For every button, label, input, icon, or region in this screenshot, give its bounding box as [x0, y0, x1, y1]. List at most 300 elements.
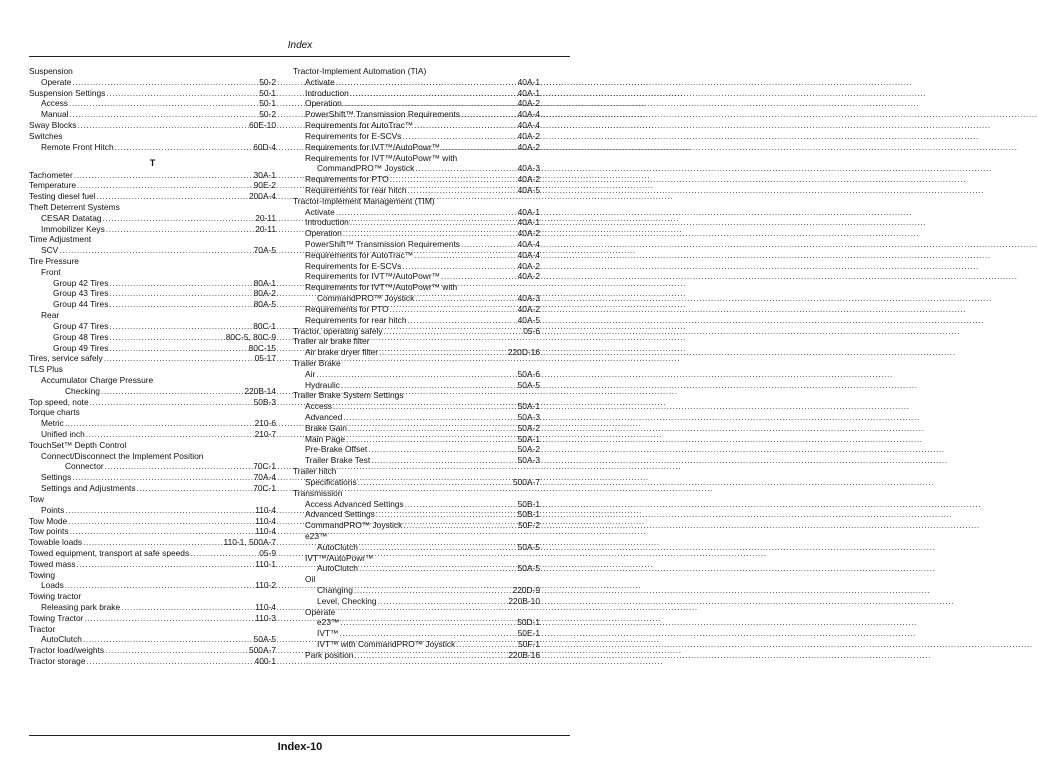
index-entry-label: Brake Gain	[305, 422, 347, 433]
index-entry-page: 200A-4	[248, 191, 276, 202]
index-entry	[293, 326, 540, 337]
index-entry	[29, 224, 276, 235]
index-entry-page: 50A-6	[517, 368, 540, 379]
index-entry-page: 90E-2	[253, 180, 276, 191]
index-entry	[29, 634, 276, 645]
index-heading: e23™	[305, 530, 328, 541]
index-entry-page: 40A-1	[517, 87, 540, 98]
index-entry	[29, 180, 276, 191]
index-entry-label: Access Advanced Settings	[305, 498, 404, 509]
index-entry-page: 40A-5	[517, 184, 540, 195]
index-entry-label: Towed mass	[29, 558, 76, 569]
index-entry-page: 40A-1	[517, 206, 540, 217]
dot-leader	[72, 472, 252, 483]
index-entry-label: Air	[305, 368, 316, 379]
index-entry-page: 50E-1	[517, 628, 540, 639]
dot-leader	[65, 505, 254, 516]
index-entry	[29, 278, 276, 289]
index-entry-label: Metric	[41, 418, 64, 429]
index-entry-label: AutoClutch	[317, 563, 358, 574]
index-heading: Requirements for IVT™/AutoPowr™ with	[305, 152, 458, 163]
dot-leader	[407, 185, 516, 196]
dot-leader	[384, 326, 523, 337]
index-entry-page: 40A-2	[517, 141, 540, 152]
index-heading: Connect/Disconnect the Implement Position	[41, 450, 204, 461]
index-entry	[293, 423, 540, 434]
index-column-right	[293, 66, 540, 661]
dot-leader	[350, 88, 517, 99]
dot-leader	[90, 397, 253, 408]
index-entry-page: 40A-1	[517, 76, 540, 87]
index-entry	[293, 650, 540, 661]
dot-leader	[405, 499, 517, 510]
index-entry-label: e23™	[317, 617, 340, 628]
index-entry-label: Group 43 Tires	[53, 288, 109, 299]
dot-leader	[336, 77, 517, 88]
index-entry	[29, 418, 276, 429]
index-heading: Torque charts	[29, 407, 80, 418]
index-entry-page: 50F-2	[518, 520, 540, 531]
dot-leader	[390, 304, 517, 315]
index-entry-label: Tractor storage	[29, 656, 86, 667]
dot-leader	[105, 645, 248, 656]
index-entry	[29, 559, 276, 570]
index-entry-page: 40A-4	[517, 120, 540, 131]
dot-leader	[341, 380, 517, 391]
index-entry-label: Group 49 Tires	[53, 342, 109, 353]
index-entry	[293, 109, 540, 120]
index-entry	[293, 131, 540, 142]
index-entry-label: Requirements for rear hitch	[305, 184, 407, 195]
dot-leader	[74, 170, 253, 181]
index-entry-label: Tires, service safely	[29, 353, 103, 364]
index-entry	[293, 401, 540, 412]
dot-leader	[403, 520, 517, 531]
dot-leader	[106, 224, 254, 235]
index-entry-label: Testing diesel fuel	[29, 191, 96, 202]
index-entry-label: Sway Blocks	[29, 120, 77, 131]
index-entry-label: Advanced Settings	[305, 509, 375, 520]
dot-leader	[402, 261, 516, 272]
index-entry-page: 80C-1	[253, 320, 276, 331]
index-entry-page: 50-2	[259, 76, 276, 87]
index-heading: Transmission	[293, 487, 343, 498]
index-entry	[29, 613, 276, 624]
index-heading: Towing tractor	[29, 591, 82, 602]
index-entry-label: Requirements for E-SCVs	[305, 260, 402, 271]
index-entry-page: 40A-1	[517, 217, 540, 228]
index-entry-label: CommandPRO™ Joystick	[317, 293, 415, 304]
index-entry-page: 05-9	[259, 547, 276, 558]
index-entry	[293, 174, 540, 185]
dot-leader	[109, 343, 247, 354]
index-entry-page: 05-6	[523, 325, 540, 336]
index-entry-page: 50A-5	[517, 379, 540, 390]
footer-rule	[29, 735, 570, 736]
dot-leader	[103, 213, 255, 224]
dot-leader	[68, 516, 254, 527]
index-entry-page: 60D-4	[253, 141, 276, 152]
index-entry	[293, 499, 540, 510]
index-entry-page: 60E-10	[248, 120, 276, 131]
index-entry-label: AutoClutch	[317, 541, 358, 552]
index-heading: Tractor-Implement Automation (TIA)	[293, 66, 427, 76]
index-entry-label: CESAR Datatag	[41, 212, 102, 223]
index-entry	[293, 434, 540, 445]
index-entry-label: Manual	[41, 109, 69, 120]
index-entry-page: 40A-2	[517, 228, 540, 239]
index-entry	[29, 602, 276, 613]
index-entry-label: Checking	[65, 385, 100, 396]
index-section-letter: T	[149, 157, 156, 168]
dot-leader	[190, 548, 258, 559]
dot-leader	[83, 634, 253, 645]
index-entry-page: 50F-1	[518, 639, 540, 650]
index-heading: Tractor-Implement Management (TIM)	[293, 195, 435, 206]
index-entry-label: Pre-Brake Offset	[305, 444, 368, 455]
index-entry-label: Unified inch	[41, 429, 85, 439]
dot-leader	[86, 656, 253, 667]
dot-leader	[83, 537, 222, 548]
index-entry-page: 40A-3	[517, 293, 540, 304]
index-entry-page: 70C-1	[253, 483, 276, 494]
index-entry-page: 40A-5	[517, 314, 540, 325]
index-entry	[293, 520, 540, 531]
dot-leader	[59, 245, 252, 256]
index-entry-label: Tractor, operating safely	[293, 325, 383, 336]
index-entry	[29, 109, 276, 120]
index-entry	[293, 293, 540, 304]
index-entry-label: Tow points	[29, 526, 69, 537]
index-heading: TLS Plus	[29, 364, 63, 375]
index-entry	[293, 412, 540, 423]
index-entry	[29, 288, 276, 299]
dot-leader	[101, 386, 243, 397]
index-entry-label: PowerShift™ Transmission Requirements	[305, 239, 460, 249]
index-entry-page: 110-1	[255, 558, 276, 569]
index-entry	[29, 353, 276, 364]
dot-leader	[348, 423, 517, 434]
dot-leader	[390, 174, 517, 185]
dot-leader	[69, 109, 258, 120]
index-entry-label: Activate	[305, 76, 335, 87]
dot-leader	[77, 120, 248, 131]
header-rule	[29, 56, 570, 57]
index-entry-page: 40A-4	[517, 249, 540, 260]
index-heading: Trailer air brake filter	[293, 336, 370, 347]
index-entry-label: Main Page	[305, 433, 346, 444]
index-entry-page: 220B-14	[244, 385, 276, 396]
index-entry-label: Connector	[65, 461, 104, 472]
index-heading: Accumulator Charge Pressure	[41, 374, 154, 385]
dot-leader	[358, 477, 512, 488]
index-heading: Requirements for IVT™/AutoPowr™ with	[305, 282, 458, 293]
index-entry-page: 50A-1	[517, 401, 540, 412]
dot-leader	[109, 332, 224, 343]
index-entry-label: Suspension Settings	[29, 87, 106, 98]
index-heading: Tire Pressure	[29, 256, 79, 266]
index-entry	[29, 386, 276, 397]
index-heading: Operate	[305, 606, 336, 617]
index-entry	[293, 185, 540, 196]
dot-leader	[72, 77, 258, 88]
index-entry-label: Specifications	[305, 476, 357, 487]
index-entry	[29, 429, 276, 440]
index-entry-label: Introduction	[305, 217, 349, 228]
index-entry-page: 05-17	[254, 353, 276, 364]
dot-leader	[461, 109, 517, 120]
index-entry-label: Operate	[41, 76, 72, 87]
index-entry	[29, 245, 276, 256]
index-entry-page: 50B-1	[517, 509, 540, 520]
index-entry	[29, 332, 276, 343]
dot-leader	[414, 120, 516, 131]
index-entry-label: Operation	[305, 98, 342, 109]
index-entry-label: Requirements for rear hitch	[305, 314, 407, 325]
index-entry-label: Points	[41, 504, 65, 515]
index-entry-label: Requirements for AutoTrac™	[305, 120, 414, 131]
page-header-title: Index	[287, 40, 313, 51]
index-entry	[29, 88, 276, 99]
index-entry	[29, 516, 276, 527]
index-entry	[293, 617, 540, 628]
index-entry	[293, 217, 540, 228]
index-entry-page: 80A-5	[253, 299, 276, 310]
dot-leader	[336, 207, 517, 218]
dot-leader	[121, 602, 254, 613]
index-entry	[29, 397, 276, 408]
dot-leader	[105, 461, 253, 472]
index-entry-label: PowerShift™ Transmission Requirements	[305, 109, 460, 120]
index-entry	[293, 271, 540, 282]
index-entry-page: 80A-2	[253, 288, 276, 299]
index-entry	[293, 639, 540, 650]
dot-leader	[402, 131, 516, 142]
dot-leader	[456, 639, 517, 650]
index-entry-page: 500A-7	[248, 645, 276, 656]
index-entry-page: 210-6	[254, 418, 276, 429]
dot-leader	[346, 434, 517, 445]
index-entry-page: 50B-1	[517, 498, 540, 509]
index-entry-page: 110-1, 500A-7	[223, 537, 276, 548]
index-entry-page: 50D-1	[517, 617, 540, 628]
dot-leader	[343, 412, 516, 423]
index-entry-label: IVT™	[317, 628, 339, 639]
index-entry-label: Towing Tractor	[29, 612, 84, 623]
index-heading: Rear	[41, 310, 60, 321]
index-entry	[29, 170, 276, 181]
index-entry-page: 40A-2	[517, 130, 540, 141]
dot-leader	[354, 585, 512, 596]
index-entry-label: Towable loads	[29, 537, 83, 548]
index-entry	[293, 477, 540, 488]
index-entry-page: 110-4	[255, 515, 276, 526]
index-entry	[29, 343, 276, 354]
index-entry-label: CommandPRO™ Joystick	[317, 163, 415, 174]
index-entry-label: Trailer Brake Test	[305, 455, 371, 466]
index-entry-label: Immobilizer Keys	[41, 223, 105, 234]
index-entry	[293, 628, 540, 639]
index-entry	[29, 120, 276, 131]
index-entry	[29, 526, 276, 537]
index-entry-label: Introduction	[305, 87, 349, 98]
index-entry	[29, 505, 276, 516]
index-entry-page: 110-4	[255, 504, 276, 515]
index-entry	[293, 142, 540, 153]
index-entry	[29, 321, 276, 332]
index-entry	[29, 142, 276, 153]
index-entry	[29, 77, 276, 88]
index-entry-label: Access	[41, 98, 68, 109]
index-entry-label: Park position	[305, 649, 354, 660]
dot-leader	[371, 455, 516, 466]
index-entry-page: 70A-5	[253, 245, 276, 256]
index-entry-label: Changing	[317, 585, 353, 595]
index-entry	[29, 656, 276, 667]
index-entry	[293, 444, 540, 455]
index-entry-label: Air brake dryer filter	[305, 347, 379, 358]
index-heading: IVT™/AutoPowr™	[305, 552, 374, 563]
dot-leader	[69, 98, 258, 109]
index-entry	[293, 509, 540, 520]
index-entry	[293, 228, 540, 239]
index-entry	[29, 472, 276, 483]
dot-leader	[65, 418, 254, 429]
index-entry	[29, 299, 276, 310]
index-entry-page: 20-11	[255, 223, 276, 234]
index-entry-page: 110-2	[255, 580, 276, 591]
index-entry-label: AutoClutch	[41, 634, 82, 645]
dot-leader	[441, 271, 517, 282]
index-heading: Towing	[29, 569, 56, 580]
index-entry-page: 220D-16	[507, 347, 540, 358]
index-entry-label: Operation	[305, 228, 342, 239]
index-heading: Suspension	[29, 66, 73, 76]
index-entry-page: 40A-2	[517, 303, 540, 314]
index-entry	[29, 483, 276, 494]
index-entry	[29, 191, 276, 202]
index-entry	[293, 250, 540, 261]
index-entry	[293, 98, 540, 109]
dot-leader	[77, 559, 255, 570]
dot-leader	[343, 98, 517, 109]
index-entry-page: 80C-15	[248, 342, 276, 353]
index-entry-label: Requirements for PTO	[305, 303, 389, 314]
index-entry-page: 110-4	[255, 526, 276, 537]
index-entry-page: 50A-2	[517, 444, 540, 455]
index-entry-page: 220D-9	[512, 585, 540, 595]
index-entry	[293, 563, 540, 574]
index-entry	[293, 455, 540, 466]
index-entry-label: Level, Checking	[317, 595, 377, 606]
index-entry-page: 220B-10	[508, 595, 540, 606]
index-entry	[29, 537, 276, 548]
index-entry-label: CommandPRO™ Joystick	[305, 520, 403, 531]
index-entry-label: Group 42 Tires	[53, 277, 109, 288]
page-number: Index-10	[277, 741, 323, 753]
index-entry-page: 50-1	[259, 98, 276, 109]
index-entry-page: 50A-3	[517, 455, 540, 466]
index-entry-label: SCV	[41, 245, 59, 256]
index-entry-page: 30A-1	[253, 169, 276, 180]
index-entry-label: Tachometer	[29, 169, 73, 180]
index-entry-page: 50-1	[259, 87, 276, 98]
index-entry-label: Top speed, note	[29, 396, 89, 407]
dot-leader	[339, 628, 516, 639]
index-entry	[29, 645, 276, 656]
index-entry-label: Hydraulic	[305, 379, 340, 390]
index-entry	[293, 369, 540, 380]
index-entry-label: Settings and Adjustments	[41, 483, 136, 494]
dot-leader	[379, 347, 507, 358]
index-entry-page: 70A-4	[253, 472, 276, 483]
dot-leader	[441, 142, 517, 153]
dot-leader	[115, 142, 253, 153]
dot-leader	[333, 401, 517, 412]
index-entry-page: 40A-2	[517, 174, 540, 185]
index-entry	[293, 347, 540, 358]
index-entry	[29, 461, 276, 472]
index-column-left	[29, 66, 276, 667]
index-entry-page: 110-3	[255, 612, 276, 623]
dot-leader	[415, 163, 516, 174]
index-entry-page: 40A-2	[517, 271, 540, 282]
dot-leader	[415, 293, 516, 304]
dot-leader	[77, 180, 253, 191]
dot-leader	[109, 299, 252, 310]
index-heading: Oil	[305, 574, 316, 585]
index-entry-label: Settings	[41, 472, 72, 483]
dot-leader	[106, 88, 258, 99]
index-entry	[293, 315, 540, 326]
index-entry-page: 50A-5	[517, 541, 540, 552]
index-heading: Trailer hitch	[293, 466, 337, 477]
dot-leader	[368, 444, 516, 455]
index-entry-page: 50A-3	[517, 412, 540, 422]
index-entry-label: Temperature	[29, 180, 77, 191]
index-entry	[293, 542, 540, 553]
index-entry-label: Group 47 Tires	[53, 320, 109, 331]
index-heading: TouchSet™ Depth Control	[29, 439, 127, 450]
dot-leader	[84, 613, 254, 624]
index-heading: Trailer Brake System Settings	[293, 390, 404, 401]
dot-leader	[354, 650, 507, 661]
dot-leader	[109, 321, 252, 332]
index-entry-label: Towed equipment, transport at safe speeds	[29, 547, 190, 558]
index-entry-page: 40A-3	[517, 163, 540, 174]
index-entry-page: 50-2	[259, 109, 276, 120]
index-entry-label: Group 48 Tires	[53, 331, 109, 342]
index-entry-label: Advanced	[305, 412, 343, 422]
index-entry	[29, 548, 276, 559]
index-entry-label: Remote Front Hitch	[41, 141, 114, 152]
index-entry-page: 50A-5	[517, 563, 540, 574]
index-entry	[293, 304, 540, 315]
index-heading: Tow	[29, 493, 44, 504]
index-entry	[293, 77, 540, 88]
index-entry-page: 80C-5, 80C-9	[225, 331, 276, 342]
index-entry-page: 40A-2	[517, 260, 540, 271]
index-heading: Switches	[29, 130, 63, 141]
index-entry-label: Requirements for IVT™/AutoPowr™	[305, 271, 440, 282]
index-entry-label: Tow Mode	[29, 515, 68, 526]
index-entry-page: 20-11	[255, 212, 276, 223]
index-entry-label: Activate	[305, 206, 335, 217]
index-entry-label: Loads	[41, 580, 64, 591]
dot-leader	[343, 228, 517, 239]
index-heading: Front	[41, 266, 61, 277]
index-entry-label: IVT™ with CommandPRO™ Joystick	[317, 639, 456, 650]
